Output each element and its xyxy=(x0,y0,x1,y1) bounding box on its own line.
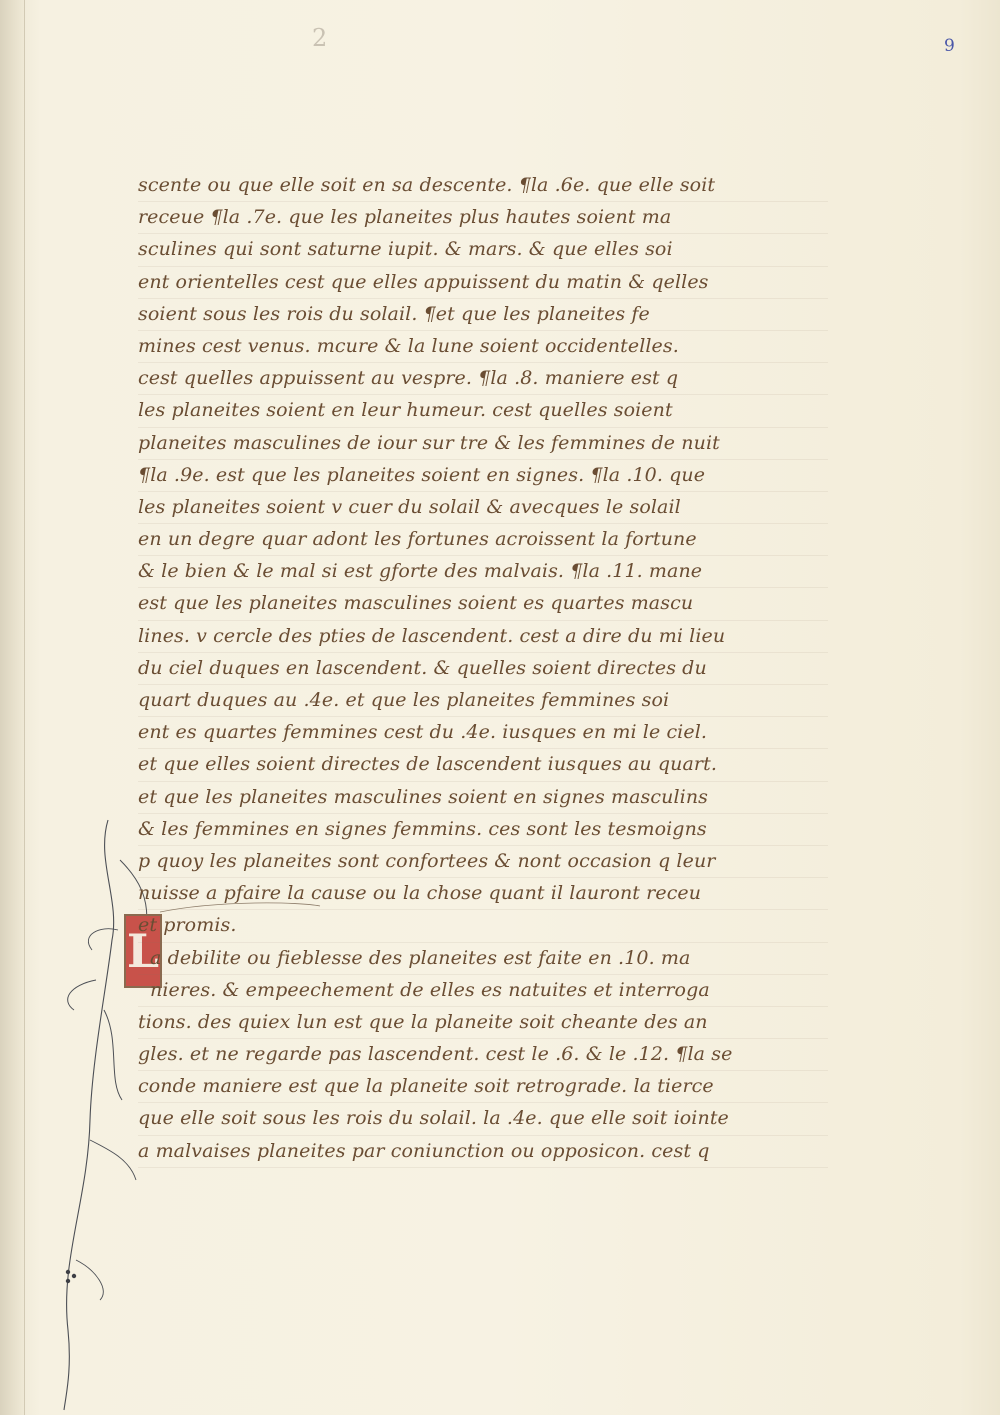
pencil-mark: 2 xyxy=(312,24,328,52)
text-line: soient sous les rois du solail. ¶et que les planeites fe xyxy=(138,299,828,331)
text-line: quart duques au .4e. et que les planeites femmines soi xyxy=(138,685,828,717)
text-line: scente ou que elle soit en sa descente. ¶la .6e. que elle soit xyxy=(138,170,828,202)
text-line: gles. et ne regarde pas lascendent. cest le .6. & le .12. ¶la se xyxy=(138,1039,828,1071)
text-line: et que elles soient directes de lascendent iusques au quart. xyxy=(138,749,828,781)
text-line: tions. des quiex lun est que la planeite soit cheante des an xyxy=(138,1007,828,1039)
text-line: nieres. & empeechement de elles es natuites et interroga xyxy=(138,975,828,1007)
text-line: receue ¶la .7e. que les planeites plus hautes soient ma xyxy=(138,202,828,234)
text-line: ¶la .9e. est que les planeites soient en signes. ¶la .10. que xyxy=(138,460,828,492)
text-line: et que les planeites masculines soient en signes masculins xyxy=(138,782,828,814)
illuminated-initial: L xyxy=(124,914,162,988)
text-line: conde maniere est que la planeite soit retrograde. la tierce xyxy=(138,1071,828,1103)
text-line: cest quelles appuissent au vespre. ¶la .8. maniere est q xyxy=(138,363,828,395)
text-line: ent es quartes femmines cest du .4e. iusques en mi le ciel. xyxy=(138,717,828,749)
text-line: sculines qui sont saturne iupit. & mars. & que elles soi xyxy=(138,234,828,266)
text-line: a malvaises planeites par coniunction ou opposicon. cest q xyxy=(138,1136,828,1168)
text-line: ent orientelles cest que elles appuissent du matin & qelles xyxy=(138,267,828,299)
text-line: p quoy les planeites sont confortees & nont occasion q leur xyxy=(138,846,828,878)
text-line: lines. v cercle des pties de lascendent. cest a dire du mi lieu xyxy=(138,621,828,653)
text-line: a debilite ou fieblesse des planeites est faite en .10. ma xyxy=(138,943,828,975)
text-line: & les femmines en signes femmins. ces sont les tesmoigns xyxy=(138,814,828,846)
text-line: mines cest venus. mcure & la lune soient occidentelles. xyxy=(138,331,828,363)
text-line: en un degre quar adont les fortunes acroissent la fortune xyxy=(138,524,828,556)
text-line: & le bien & le mal si est gforte des malvais. ¶la .11. mane xyxy=(138,556,828,588)
text-line: planeites masculines de iour sur tre & les femmines de nuit xyxy=(138,428,828,460)
text-column xyxy=(138,170,828,1168)
folio-number: 9 xyxy=(944,36,955,56)
text-line: les planeites soient en leur humeur. cest quelles soient xyxy=(138,395,828,427)
text-line: les planeites soient v cuer du solail & avecques le solail xyxy=(138,492,828,524)
text-line: et promis. xyxy=(138,910,828,942)
text-line: est que les planeites masculines soient es quartes mascu xyxy=(138,588,828,620)
text-line: nuisse a pfaire la cause ou la chose quant il lauront receu xyxy=(138,878,828,910)
text-line: du ciel duques en lascendent. & quelles soient directes du xyxy=(138,653,828,685)
text-line: que elle soit sous les rois du solail. la .4e. que elle soit iointe xyxy=(138,1103,828,1135)
